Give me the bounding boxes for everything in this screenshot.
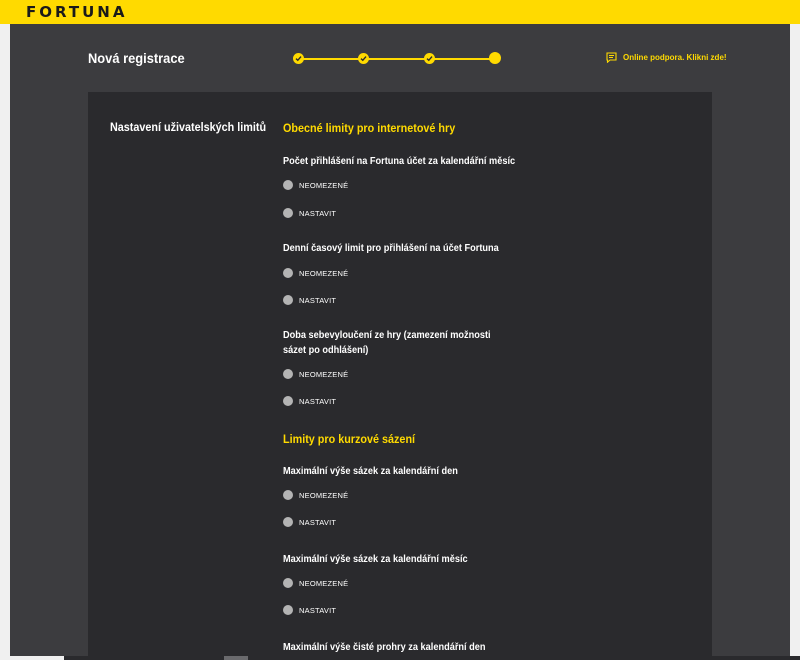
login-count-set-radio[interactable] <box>283 208 336 218</box>
radio-circle[interactable] <box>283 180 293 190</box>
radio-label: NASTAVIT <box>299 208 337 218</box>
radio-circle[interactable] <box>283 295 293 305</box>
window-edge-right <box>790 0 800 660</box>
radio-circle[interactable] <box>283 490 293 500</box>
radio-label: NEOMEZENÉ <box>299 268 349 278</box>
page-title: Nová registrace <box>88 50 185 66</box>
limits-panel <box>88 92 712 660</box>
radio-circle[interactable] <box>283 396 293 406</box>
radio-label: NASTAVIT <box>299 605 337 615</box>
question-max-daily-stakes: Maximální výše sázek za kalendářní den <box>283 466 458 477</box>
self-exclusion-set-radio[interactable] <box>283 396 336 406</box>
chat-icon <box>606 52 617 63</box>
window-edge-left <box>0 0 10 660</box>
question-login-count: Počet přihlášení na Fortuna účet za kalendářní měsíc <box>283 156 516 167</box>
question-self-exclusion: Doba sebevyloučení ze hry (zamezení možnosti sázet po odhlášení) <box>283 330 491 356</box>
step-3-completed <box>424 53 435 64</box>
radio-label: NASTAVIT <box>299 517 337 527</box>
max-daily-stakes-set-radio[interactable] <box>283 517 336 527</box>
radio-circle[interactable] <box>283 208 293 218</box>
radio-circle[interactable] <box>283 268 293 278</box>
question-daily-time-limit: Denní časový limit pro přihlášení na účet Fortuna <box>283 243 499 254</box>
daily-time-limit-set-radio[interactable] <box>283 295 336 305</box>
radio-circle[interactable] <box>283 369 293 379</box>
radio-circle[interactable] <box>283 578 293 588</box>
section-title-betting-limits: Limity pro kurzové sázení <box>283 432 416 446</box>
section-title-general-limits: Obecné limity pro internetové hry <box>283 121 456 135</box>
online-support-link[interactable] <box>606 52 727 63</box>
step-4-current <box>489 52 501 64</box>
radio-label: NASTAVIT <box>299 396 337 406</box>
daily-time-limit-unlimited-radio[interactable] <box>283 268 348 278</box>
max-monthly-stakes-set-radio[interactable] <box>283 605 336 615</box>
question-max-daily-net-loss: Maximální výše čisté prohry za kalendářní den <box>283 642 486 653</box>
limits-side-label: Nastavení uživatelských limitů <box>110 120 267 134</box>
login-count-unlimited-radio[interactable] <box>283 180 348 190</box>
max-daily-stakes-unlimited-radio[interactable] <box>283 490 348 500</box>
registration-stepper <box>293 52 503 66</box>
fortuna-logo[interactable]: FORTUNA <box>26 3 128 21</box>
radio-circle[interactable] <box>283 605 293 615</box>
radio-label: NEOMEZENÉ <box>299 369 349 379</box>
self-exclusion-unlimited-radio[interactable] <box>283 369 348 379</box>
horizontal-scrollbar-thumb[interactable] <box>224 656 248 660</box>
question-max-monthly-stakes: Maximální výše sázek za kalendářní měsíc <box>283 554 468 565</box>
top-bar <box>0 0 800 24</box>
radio-label: NEOMEZENÉ <box>299 180 349 190</box>
max-monthly-stakes-unlimited-radio[interactable] <box>283 578 348 588</box>
check-icon <box>360 55 367 62</box>
bottom-strip <box>0 656 800 660</box>
radio-label: NEOMEZENÉ <box>299 578 349 588</box>
radio-label: NEOMEZENÉ <box>299 490 349 500</box>
radio-label: NASTAVIT <box>299 295 337 305</box>
step-2-completed <box>358 53 369 64</box>
step-1-completed <box>293 53 304 64</box>
check-icon <box>426 55 433 62</box>
radio-circle[interactable] <box>283 517 293 527</box>
stepper-line <box>299 58 495 60</box>
check-icon <box>295 55 302 62</box>
support-link-text[interactable]: Online podpora. Klikni zde! <box>623 53 727 62</box>
main-content <box>10 24 790 660</box>
